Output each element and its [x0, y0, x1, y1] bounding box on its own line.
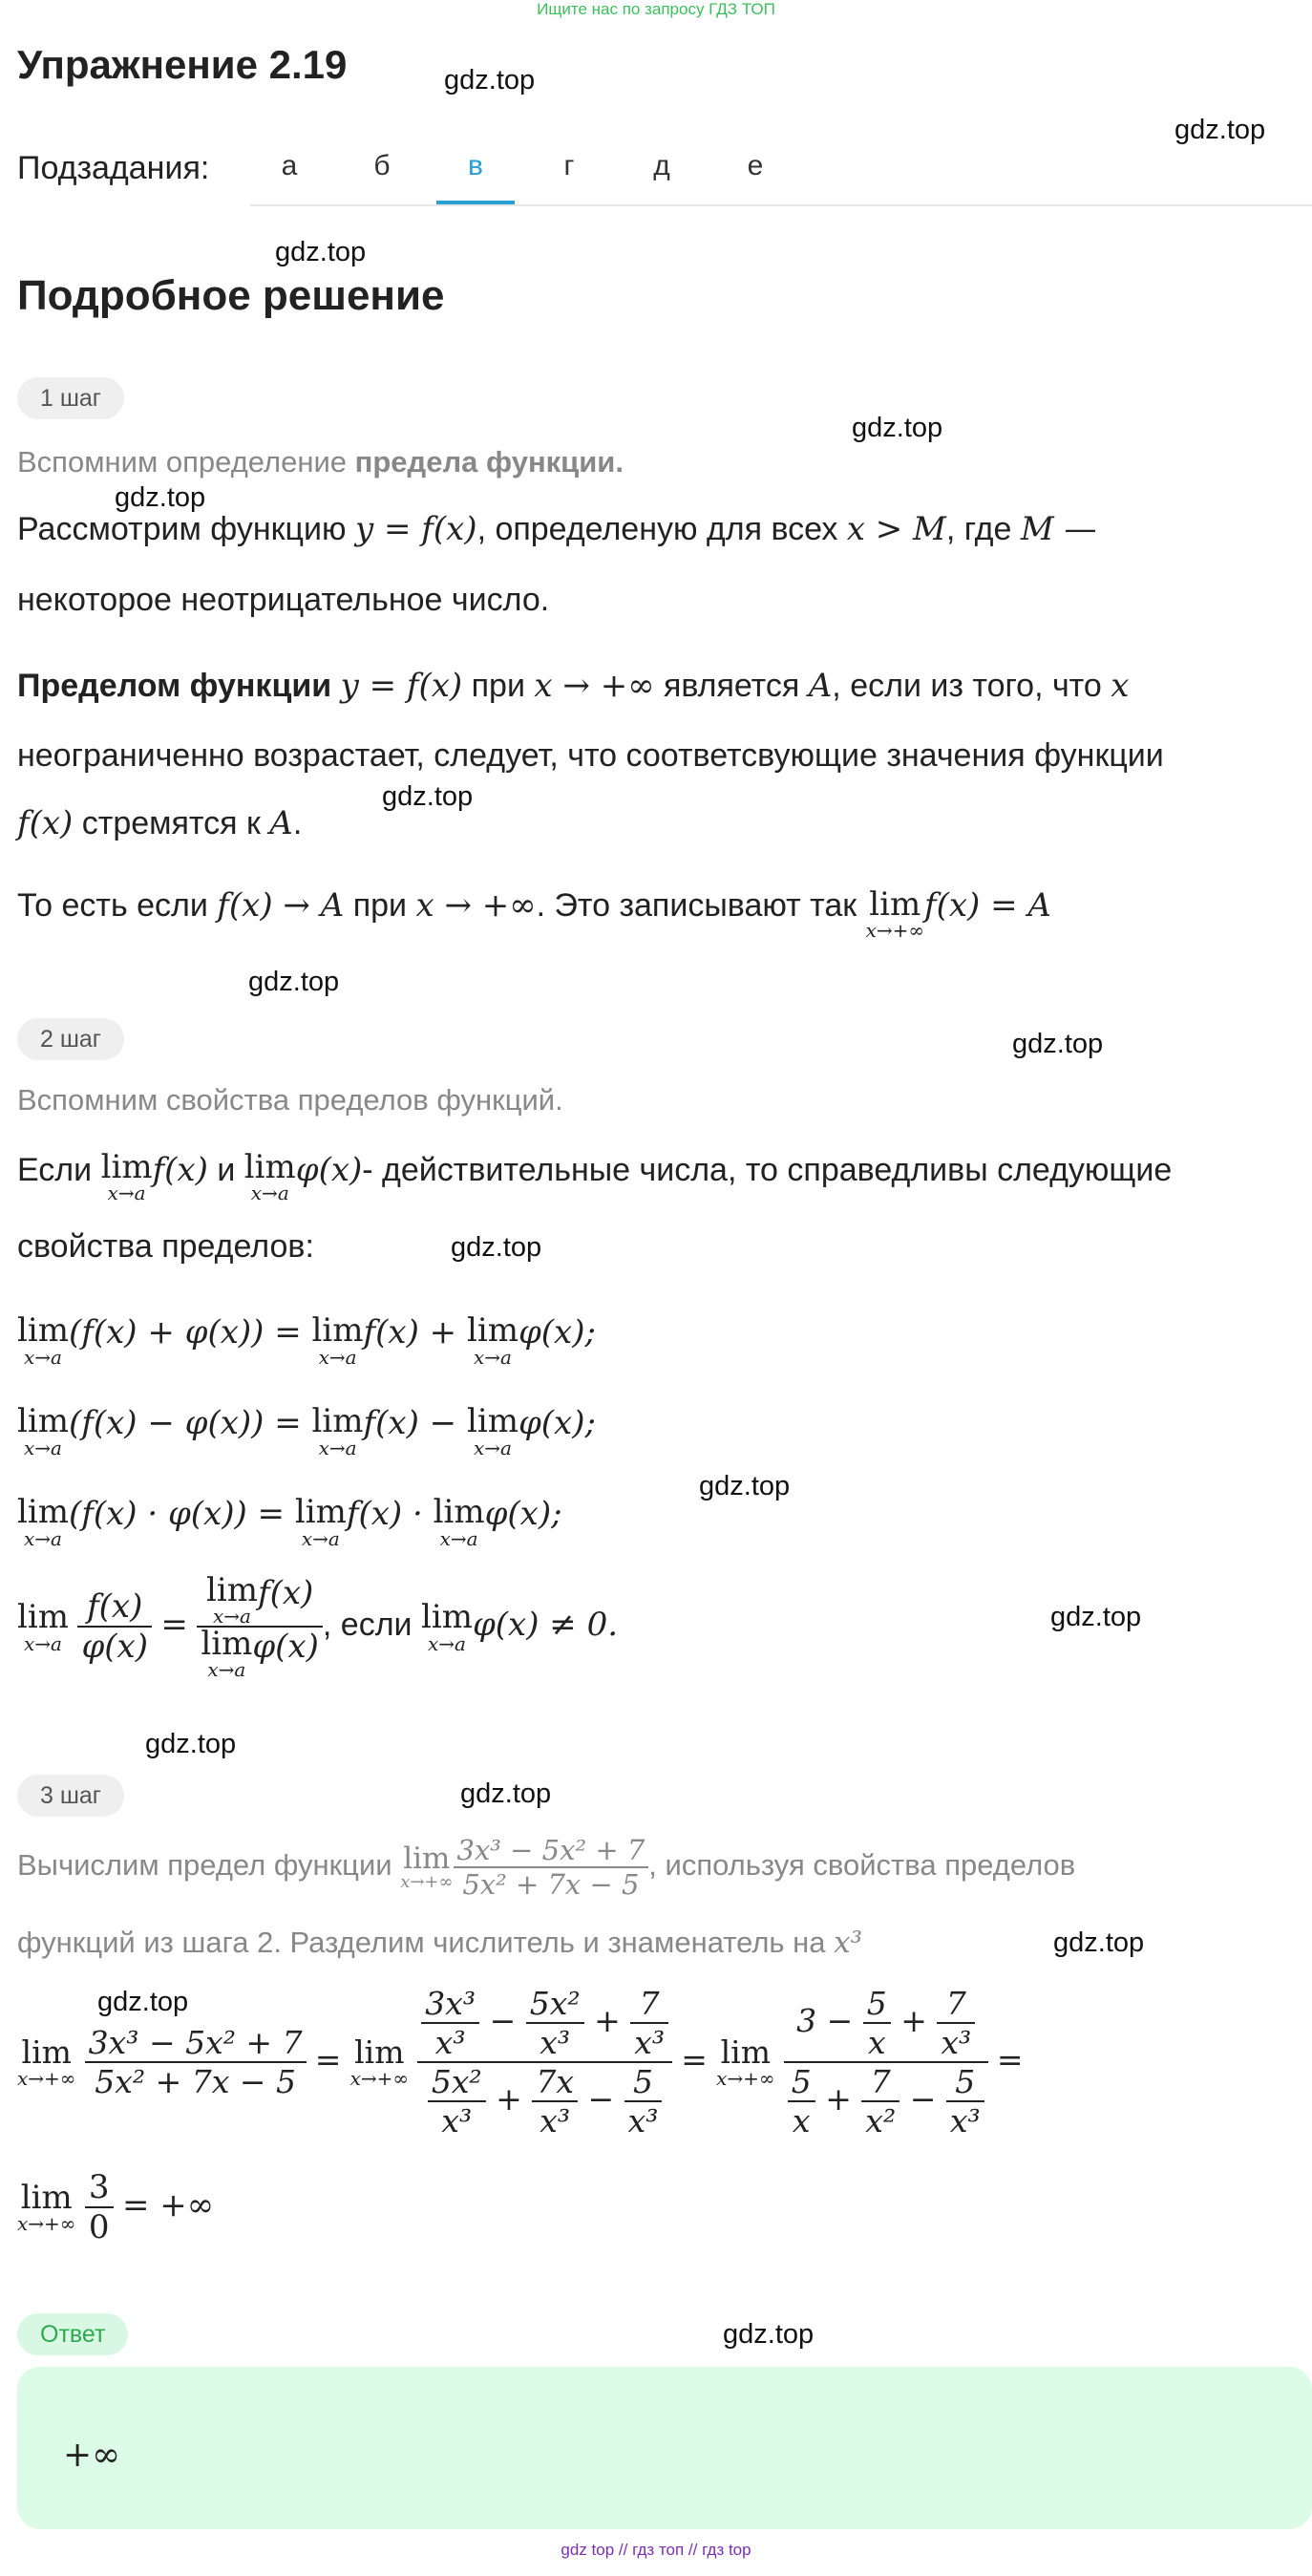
- top-banner[interactable]: Ищите нас по запросу ГДЗ ТОП: [537, 0, 775, 18]
- watermark: gdz.top: [97, 1987, 189, 2017]
- section-title: Подробное решение: [17, 272, 445, 319]
- paragraph: Рассмотрим функцию y = f(x), определеную для всех x > M, где M —: [17, 510, 1097, 548]
- watermark: gdz.top: [1012, 1029, 1104, 1059]
- watermark: gdz.top: [852, 413, 943, 443]
- formula-difference: lim x→a (f(x) − φ(x)) = lim x→a f(x) − lim x→a φ(x);: [17, 1402, 596, 1459]
- watermark: gdz.top: [1174, 115, 1266, 145]
- step-intro: Вспомним определение предела функции.: [17, 445, 624, 479]
- footer-links[interactable]: gdz top // гдз топ // гдз top: [561, 2541, 751, 2559]
- formula-quotient: lim x→a $\frac{f(x)}{\varphi(x)}$ = lim x→a f(x) lim x→a φ(x) , если lim x→a φ(x) ≠ 0.: [17, 1571, 619, 1681]
- paragraph: некоторое неотрицательное число.: [17, 582, 550, 618]
- formula-calculation: lim x→+∞ $\frac{\text{3x³ − 5x² + 7}}{\text{5x² + 7x − 5}}$ = lim x→+∞ $\frac{\text{3x³}}{\text{x³}}$ − $\frac{\text{5x²}}{\text{x³}}$ + $\frac{7}{\text{x³}}$ $\frac{\text{5x²}}{\text{x³}}$ + $\frac{7x}{\text{x³}}$ − $\frac{5}{\text{x³}}$ = lim x→+∞ 3 − $\frac{5}{x}$ + $\frac{7}{\text{x³}}$ $\frac{5}{x}$ + $\frac{7}{\text{x²}}$ − $\frac{5}{\text{x³}}$ =: [17, 1985, 1024, 2140]
- answer-value: +∞: [63, 2436, 121, 2475]
- paragraph: Пределом функции y = f(x) при x → +∞ является A, если из того, что x: [17, 667, 1130, 705]
- paragraph: f(x) стремятся к A.: [17, 804, 303, 842]
- watermark: gdz.top: [444, 65, 536, 96]
- tab-d[interactable]: д: [653, 150, 670, 181]
- step-badge: 1 шаг: [17, 377, 124, 419]
- answer-box: [17, 2367, 1312, 2529]
- step-intro: Вычислим предел функции lim x→+∞ $\frac{\text{3x³ − 5x² + 7}}{\text{5x² + 7x − 5}}$ , используя свойства пределов: [17, 1834, 1076, 1901]
- formula-sum: lim x→a (f(x) + φ(x)) = lim x→a f(x) + lim x→a φ(x);: [17, 1311, 596, 1369]
- watermark: gdz.top: [451, 1232, 542, 1263]
- step-badge: 2 шаг: [17, 1018, 124, 1060]
- answer-badge: Ответ: [17, 2313, 128, 2355]
- tab-b[interactable]: б: [373, 150, 391, 181]
- step-badge: 3 шаг: [17, 1775, 124, 1817]
- tab-v[interactable]: в: [468, 150, 483, 181]
- paragraph: То есть если f(x) → A при x → +∞. Это записывают так lim x→+∞ f(x) = A: [17, 885, 1051, 942]
- subtasks-label: Подзадания:: [17, 150, 210, 186]
- watermark: gdz.top: [382, 781, 474, 812]
- page-title: Упражнение 2.19: [17, 42, 348, 87]
- watermark: gdz.top: [145, 1729, 237, 1759]
- step-intro: функций из шага 2. Разделим числитель и знаменатель на x³: [17, 1926, 863, 1960]
- watermark: gdz.top: [699, 1471, 791, 1501]
- paragraph: свойства пределов:: [17, 1228, 314, 1265]
- step-intro: Вспомним свойства пределов функций.: [17, 1083, 563, 1117]
- tab-g[interactable]: г: [563, 150, 575, 181]
- watermark: gdz.top: [115, 482, 206, 513]
- watermark: gdz.top: [248, 967, 340, 997]
- formula-result: lim x→+∞ $\frac{3}{0}$ = +∞: [17, 2168, 215, 2246]
- tab-e[interactable]: е: [747, 150, 764, 181]
- paragraph: неограниченно возрастает, следует, что соответсвующие значения функции: [17, 737, 1164, 774]
- watermark: gdz.top: [275, 237, 367, 267]
- watermark: gdz.top: [1050, 1602, 1142, 1632]
- paragraph: Если lim x→a f(x) и lim x→a φ(x)- действительные числа, то справедливы следующие: [17, 1148, 1173, 1204]
- tab-a[interactable]: а: [281, 150, 298, 181]
- watermark: gdz.top: [460, 1778, 552, 1809]
- watermark: gdz.top: [1053, 1927, 1145, 1958]
- formula-product: lim x→a (f(x) · φ(x)) = lim x→a f(x) · lim x→a φ(x);: [17, 1493, 562, 1550]
- watermark: gdz.top: [723, 2319, 815, 2350]
- subtask-tabs: [250, 134, 1312, 206]
- active-tab-indicator: [436, 201, 515, 204]
